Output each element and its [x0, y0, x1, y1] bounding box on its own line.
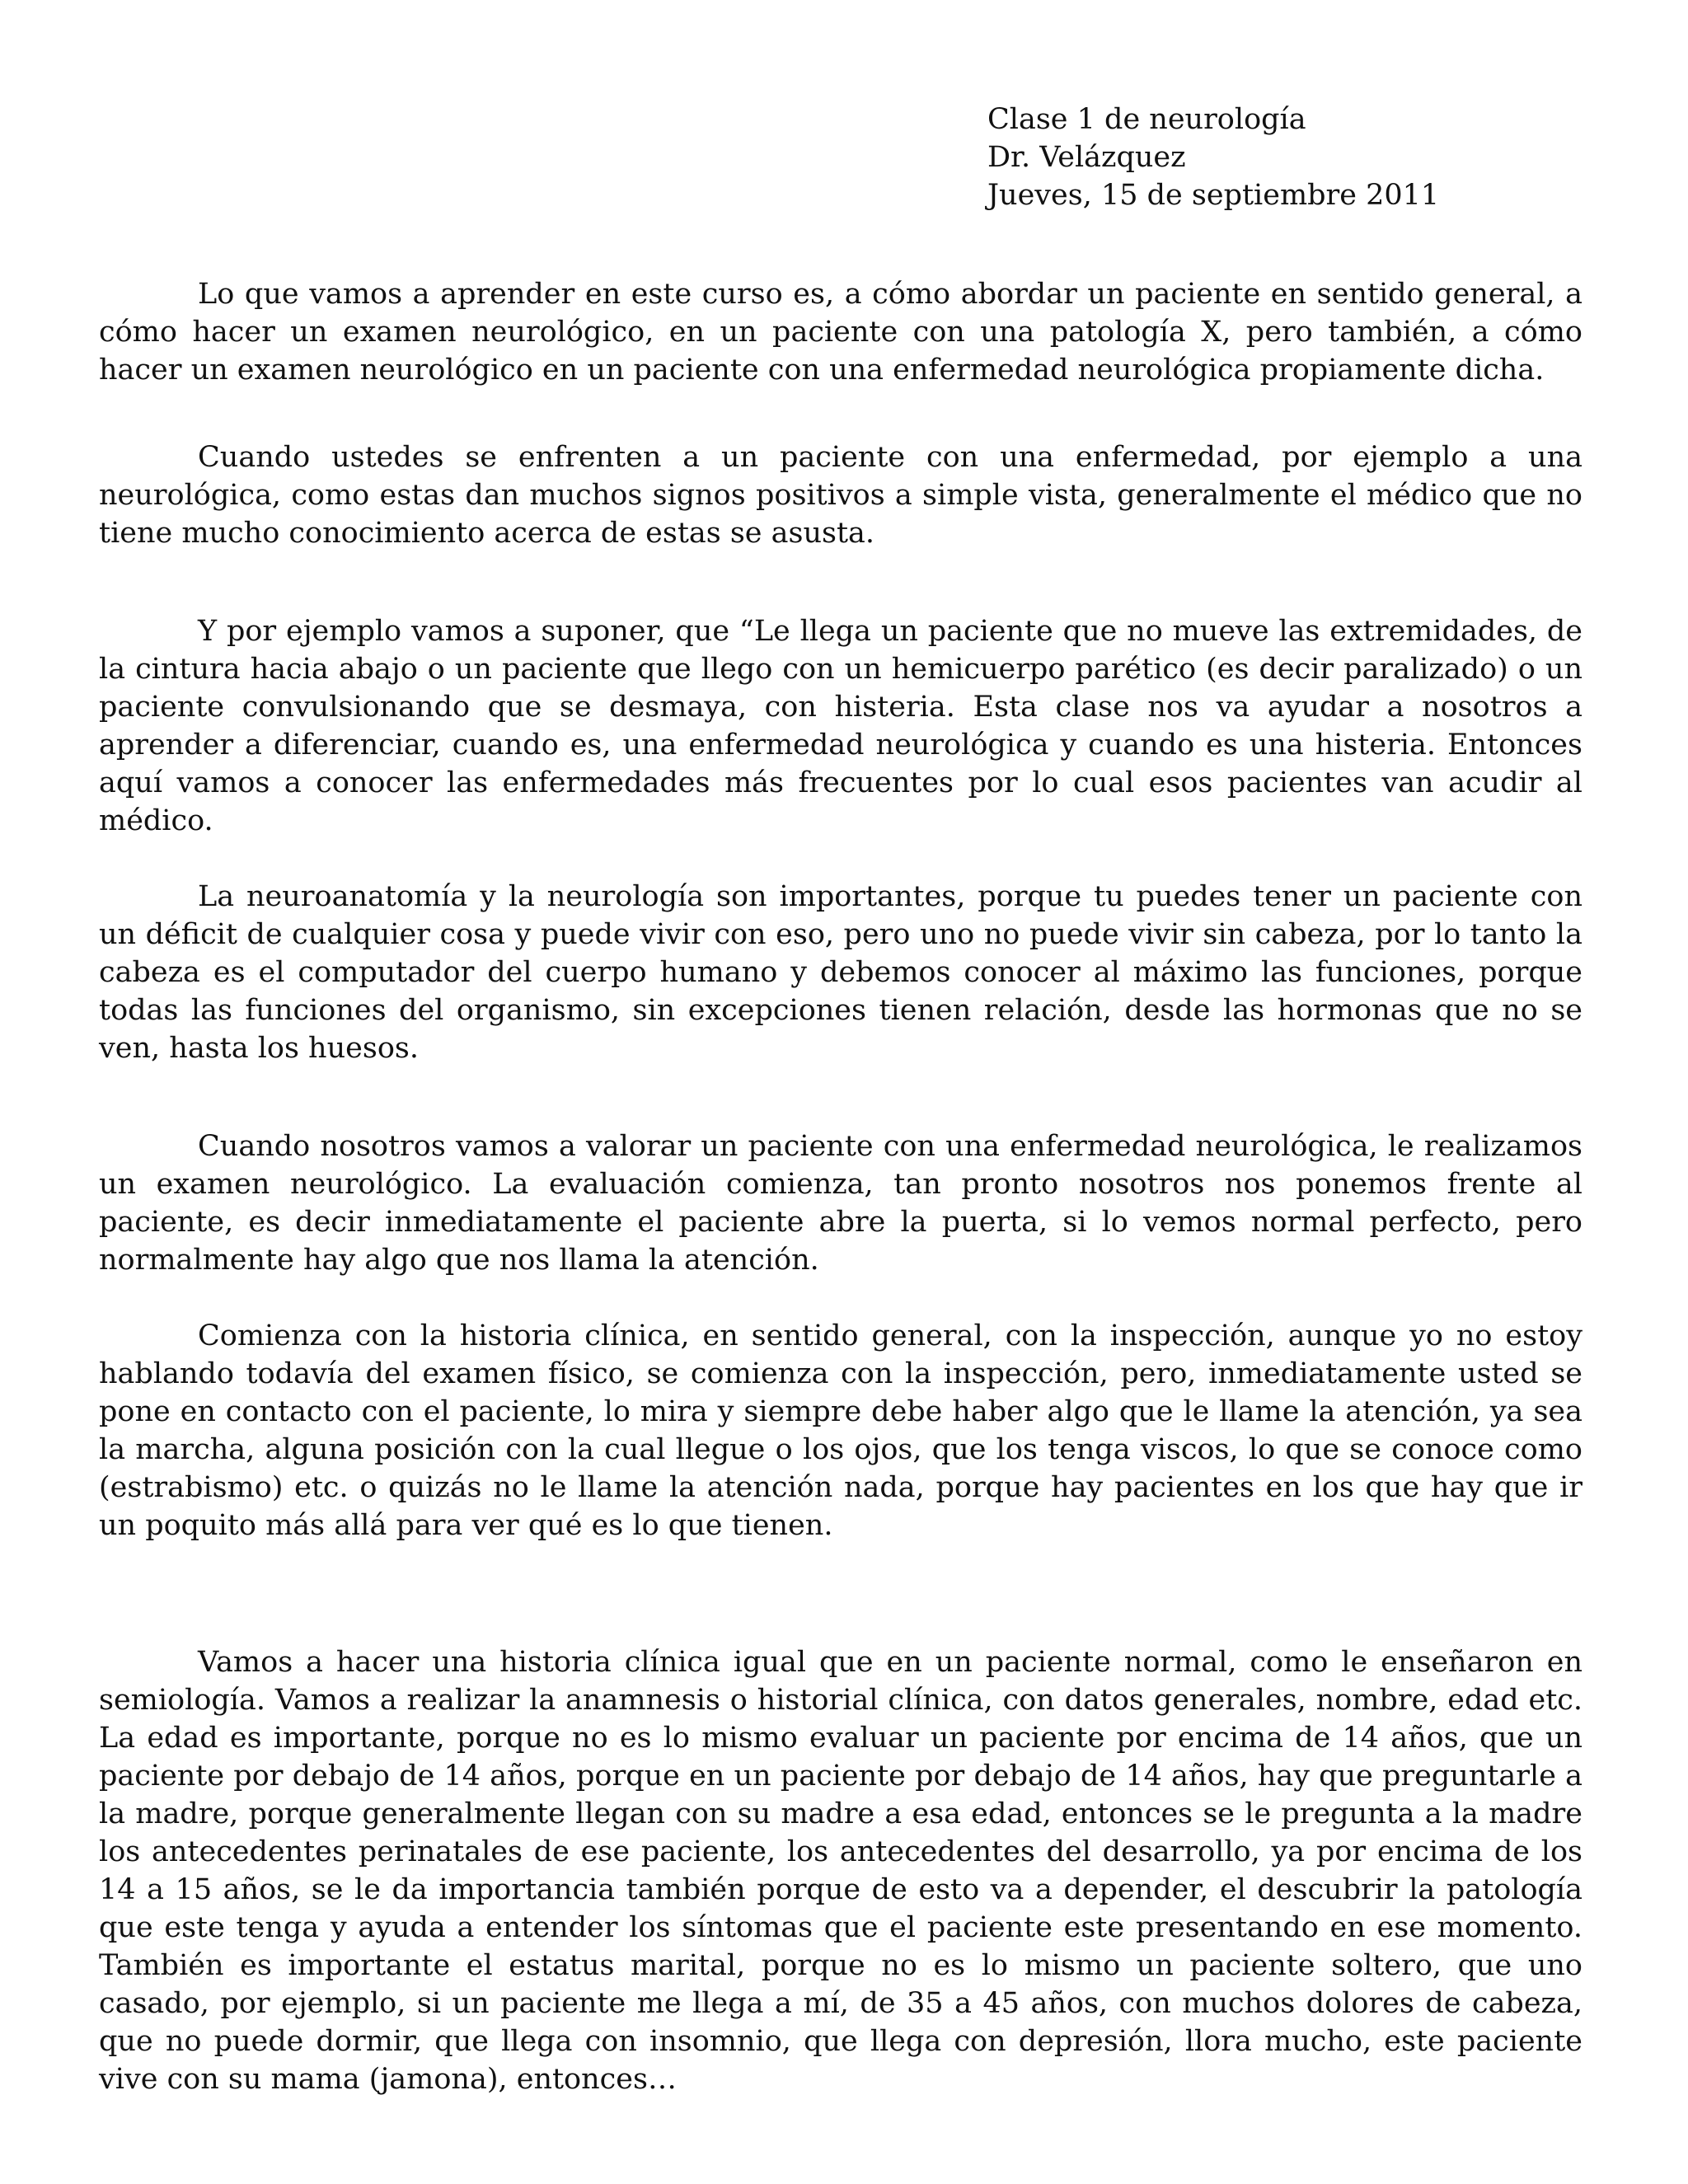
paragraph-7: Vamos a hacer una historia clínica igual que en un paciente normal, como le enseñaron en semiología. Vamos a realizar la anamnesis o historial clínica, con datos generales, nombre, edad etc. La edad es importante, porque no es lo mismo evaluar un paciente por encima de 14 años, que un paciente por debajo de 14 años, porque en un paciente por debajo de 14 años, hay que preguntarle a la madre, porque generalmente llegan con su madre a esa edad, entonces se le pregunta a la madre los antecedentes perinatales de ese paciente, los antecedentes del desarrollo, ya por encima de los 14 a 15 años, se le da importancia también porque de esto va a depender, el descubrir la patología que este tenga y ayuda a entender los síntomas que el paciente este presentando en ese momento. También es importante el estatus marital, porque no es lo mismo un paciente soltero, que uno casado, por ejemplo, si un paciente me llega a mí, de 35 a 45 años, con muchos dolores de cabeza, que no puede dormir, que llega con insomnio, que llega con depresión, llora mucho, este paciente vive con su mama (jamona), entonces… [99, 1646, 1582, 2096]
paragraph-3: Y por ejemplo vamos a suponer, que “Le llega un paciente que no mueve las extremidades, de la cintura hacia abajo o un paciente que llego con un hemicuerpo parético (es decir paralizado) o un paciente convulsionando que se desmaya, con histeria. Esta clase nos va ayudar a nosotros a aprender a diferenciar, cuando es, una enfermedad neurológica y cuando es una histeria. Entonces aquí vamos a conocer las enfermedades más frecuentes por lo cual esos pacientes van acudir al médico. [99, 615, 1582, 837]
document-header [987, 101, 1439, 214]
document-body [99, 275, 1582, 2098]
doctor-name: Dr. Velázquez [987, 141, 1186, 174]
paragraph-2: Cuando ustedes se enfrenten a un paciente con una enfermedad, por ejemplo a una neurológica, como estas dan muchos signos positivos a simple vista, generalmente el médico que no tiene mucho conocimiento acerca de estas se asusta. [99, 441, 1582, 550]
paragraph-6: Comienza con la historia clínica, en sentido general, con la inspección, aunque yo no estoy hablando todavía del examen físico, se comienza con la inspección, pero, inmediatamente usted se pone en contacto con el paciente, lo mira y siempre debe haber algo que le llame la atención, ya sea la marcha, alguna posición con la cual llegue o los ojos, que los tenga viscos, lo que se conoce como (estrabismo) etc. o quizás no le llame la atención nada, porque hay pacientes en los que hay que ir un poquito más allá para ver qué es lo que tienen. [99, 1319, 1582, 1542]
paragraph-5: Cuando nosotros vamos a valorar un paciente con una enfermedad neurológica, le realizamos un examen neurológico. La evaluación comienza, tan pronto nosotros nos ponemos frente al paciente, es decir inmediatamente el paciente abre la puerta, si lo vemos normal perfecto, pero normalmente hay algo que nos llama la atención. [99, 1130, 1582, 1277]
paragraph-1: Lo que vamos a aprender en este curso es, a cómo abordar un paciente en sentido general, a cómo hacer un examen neurológico, en un paciente con una patología X, pero también, a cómo hacer un examen neurológico en un paciente con una enfermedad neurológica propiamente dicha. [99, 278, 1582, 387]
class-date: Jueves, 15 de septiembre 2011 [987, 179, 1440, 212]
paragraph-4: La neuroanatomía y la neurología son importantes, porque tu puedes tener un paciente con un déficit de cualquier cosa y puede vivir con eso, pero uno no puede vivir sin cabeza, por lo tanto la cabeza es el computador del cuerpo humano y debemos conocer al máximo las funciones, porque todas las funciones del organismo, sin excepciones tienen relación, desde las hormonas que no se ven, hasta los huesos. [99, 880, 1582, 1065]
class-title: Clase 1 de neurología [987, 103, 1306, 136]
